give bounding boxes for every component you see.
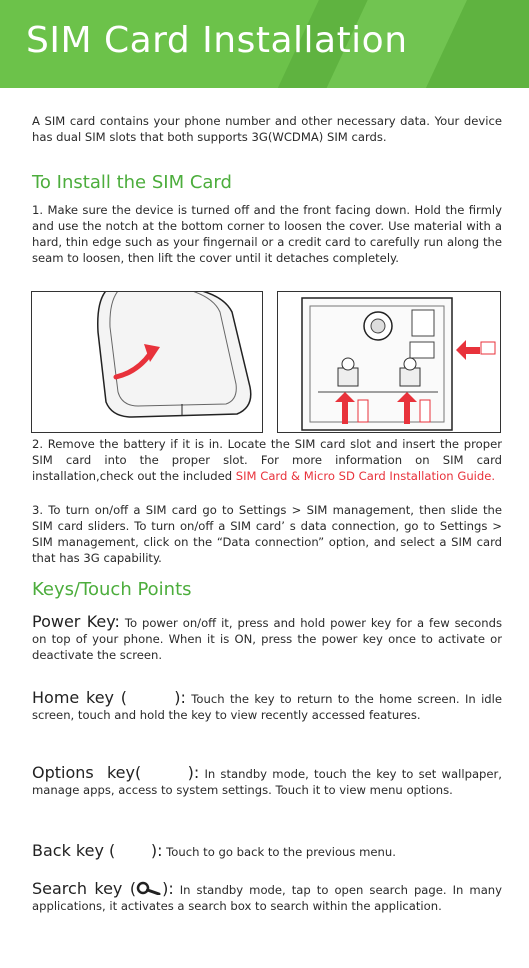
back-key-body: Touch to go back to the previous menu. xyxy=(162,845,396,859)
intro-paragraph: A SIM card contains your phone number and other necessary data. Your device has dual SIM slots that both supports 3G(WCDMA) SIM cards. xyxy=(32,114,502,144)
title-banner xyxy=(0,0,529,88)
back-key-text xyxy=(32,843,502,860)
search-key-text xyxy=(32,881,502,914)
power-key-body: To power on/off it, press and hold power key for a few seconds on top of your phone. When it is ON, press the power key once to activate or deactivate the screen. xyxy=(32,616,502,662)
step-3-text: 3. To turn on/off a SIM card go to Settings > SIM management, then slide the SIM card sliders. To turn on/off a SIM card’ s data connection, go to Settings > SIM management, click on the “Data connection” option, and select a SIM card that has 3G capability. xyxy=(32,503,502,565)
keys-heading: Keys/Touch Points xyxy=(32,579,192,600)
home-key-title: Home key ( ): xyxy=(32,688,186,707)
page-title: SIM Card Installation xyxy=(26,20,408,61)
home-key-text xyxy=(32,690,502,723)
options-key-body: In standby mode, touch the key to set wallpaper, manage apps, access to system settings. Touch it to view menu options. xyxy=(32,767,502,797)
sim-guide-link[interactable]: SIM Card & Micro SD Card Installation Guide. xyxy=(235,469,496,483)
search-key-icon xyxy=(136,881,162,895)
step-2-body: 2. Remove the battery if it is in. Locate the SIM card slot and insert the proper SIM card into the proper slot. For more information on SIM card installation,check out the included xyxy=(32,437,502,483)
phone-back-illustration xyxy=(31,291,263,433)
home-key-body: Touch the key to return to the home screen. In idle screen, touch and hold the key to view recently accessed features. xyxy=(32,692,503,722)
back-key-title: Back key ( ): xyxy=(32,841,163,860)
sim-slot-illustration xyxy=(277,291,501,433)
power-key-title: Power Key: xyxy=(32,612,120,631)
options-key-title: Options key( ): xyxy=(32,763,200,782)
power-key-text xyxy=(32,614,502,663)
search-key-body: In standby mode, tap to open search page. In many applications, it activates a search box to search within the application. xyxy=(32,883,503,913)
step-2-text xyxy=(32,436,502,484)
install-heading: To Install the SIM Card xyxy=(32,172,232,193)
step-1-text: 1. Make sure the device is turned off and the front facing down. Hold the firmly and use the notch at the bottom corner to loosen the cover. Use material with a hard, thin edge such as your fingernail or a credit card to carefully run along the seam to loosen, then lift the cover until it detaches completely. xyxy=(32,203,502,265)
search-key-title: Search key ( ): xyxy=(32,879,174,898)
options-key-text xyxy=(32,765,502,798)
